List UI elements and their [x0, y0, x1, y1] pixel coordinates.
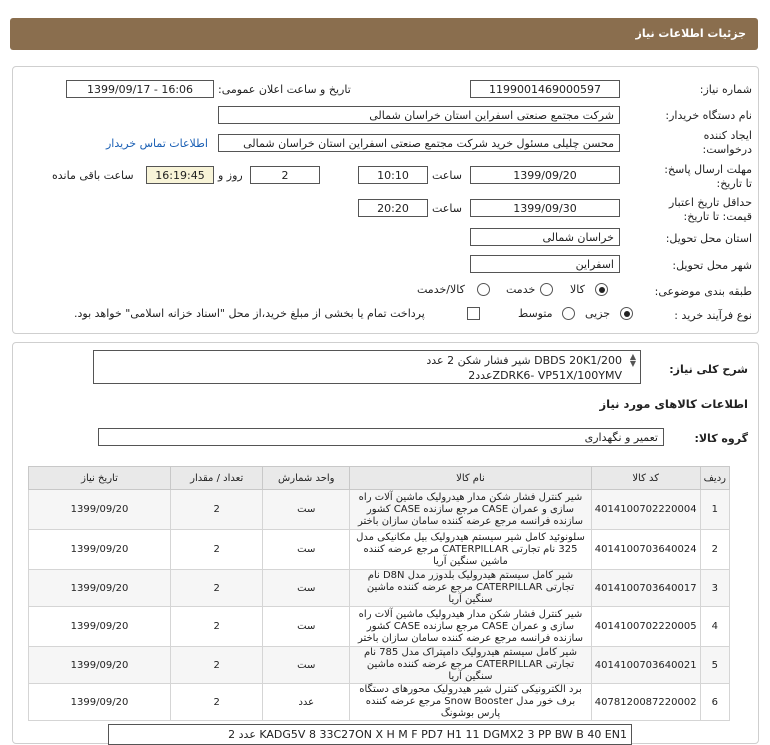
validity-date-field: 1399/09/30	[470, 199, 620, 217]
row-qty: 2	[171, 607, 263, 647]
row-name: برد الکترونیکی کنترل شیر هیدرولیک محورهای دستگاه برف خور مدل Snow Booster مرجع عرضه کننده پارس بوشونگ	[350, 684, 592, 721]
deadline-label-2: تا تاریخ:	[716, 177, 752, 190]
need-number-label: شماره نیاز:	[699, 83, 752, 96]
announce-field: 1399/09/17 - 16:06	[66, 80, 214, 98]
table-row[interactable]	[29, 684, 730, 721]
row-code: 4014100702220004	[591, 490, 700, 530]
row-index: 5	[700, 647, 729, 684]
process-medium-label: متوسط	[518, 307, 553, 320]
summary-textarea[interactable]	[93, 350, 641, 384]
row-index: 1	[700, 490, 729, 530]
goods-group-field: تعمیر و نگهداری	[98, 428, 664, 446]
col-code: کد کالا	[591, 467, 700, 490]
row-name: شیر کنترل فشار شکن مدار هیدرولیک ماشین آلات راه سازی و عمران CASE مرجع سازنده CASE کشور سازنده فرانسه مرجع عرضه کننده سامان سازان باختر	[350, 607, 592, 647]
creator-label-1: ایجاد کننده	[703, 129, 752, 142]
page-title: جزئیات اطلاعات نیاز	[635, 27, 746, 40]
footer-note-text: KADG5V 8 33C27ON X H M F PD7 H1 11 DGMX2 3 PP BW B 40 EN1 عدد 2	[228, 728, 627, 741]
row-qty: 2	[171, 530, 263, 570]
category-service-label: خدمت	[506, 283, 536, 296]
days-field: 2	[250, 166, 320, 184]
city-label: شهر محل تحویل:	[672, 259, 752, 272]
row-qty: 2	[171, 647, 263, 684]
row-qty: 2	[171, 570, 263, 607]
row-name: شیر کامل سیستم هیدرولیک بلدوزر مدل D8N نام تجارتی CATERPILLAR مرجع عرضه کننده ماشین سنگین آریا	[350, 570, 592, 607]
deadline-time-label: ساعت	[432, 169, 462, 182]
row-index: 6	[700, 684, 729, 721]
row-date: 1399/09/20	[29, 607, 171, 647]
col-name: نام کالا	[350, 467, 592, 490]
row-qty: 2	[171, 684, 263, 721]
need-number-field: 1199001469000597	[470, 80, 620, 98]
treasury-payment-note: پرداخت تمام یا بخشی از مبلغ خرید،از محل "اسناد خزانه اسلامی" خواهد بود.	[74, 307, 425, 320]
row-unit: ست	[263, 490, 350, 530]
contact-buyer-link[interactable]: اطلاعات تماس خریدار	[106, 137, 208, 150]
row-unit: ست	[263, 607, 350, 647]
category-both-label: کالا/خدمت	[417, 283, 465, 296]
buyer-field: شرکت مجتمع صنعتی اسفراین استان خراسان شمالی	[218, 106, 620, 124]
summary-label: شرح کلی نیاز:	[669, 363, 748, 376]
table-row[interactable]	[29, 530, 730, 570]
goods-group-label: گروه کالا:	[694, 432, 748, 445]
row-index: 3	[700, 570, 729, 607]
col-unit: واحد شمارش	[263, 467, 350, 490]
validity-time-field: 20:20	[358, 199, 428, 217]
process-minor-radio[interactable]	[620, 307, 633, 320]
category-service-radio[interactable]	[540, 283, 553, 296]
row-qty: 2	[171, 490, 263, 530]
buyer-label: نام دستگاه خریدار:	[665, 109, 752, 122]
col-index: ردیف	[700, 467, 729, 490]
row-code: 4014100702220005	[591, 607, 700, 647]
row-unit: عدد	[263, 684, 350, 721]
goods-section-title: اطلاعات کالاهای مورد نیاز	[599, 397, 748, 411]
row-code: 4014100703640021	[591, 647, 700, 684]
deadline-label-1: مهلت ارسال پاسخ:	[664, 163, 752, 176]
process-label: نوع فرآیند خرید :	[674, 309, 752, 322]
category-goods-radio[interactable]	[595, 283, 608, 296]
textarea-scroll-icon[interactable]: ▲ ▼	[629, 352, 637, 368]
row-name: شیر کنترل فشار شکن مدار هیدرولیک ماشین آلات راه سازی و عمران CASE مرجع سازنده CASE کشور سازنده فرانسه مرجع عرضه کننده سامان سازان باختر	[350, 490, 592, 530]
row-name: شیر کامل سیستم هیدرولیک دامپتراک مدل 785 نام تجارتی CATERPILLAR مرجع عرضه کننده ماشین سنگین آریا	[350, 647, 592, 684]
category-both-radio[interactable]	[477, 283, 490, 296]
province-field: خراسان شمالی	[470, 228, 620, 246]
row-date: 1399/09/20	[29, 684, 171, 721]
page-header	[10, 18, 758, 50]
city-field: اسفراین	[470, 255, 620, 273]
row-unit: ست	[263, 570, 350, 607]
row-code: 4014100703640017	[591, 570, 700, 607]
table-row[interactable]	[29, 490, 730, 530]
validity-label-2: قیمت: تا تاریخ:	[683, 210, 752, 223]
col-qty: تعداد / مقدار	[171, 467, 263, 490]
table-row[interactable]	[29, 607, 730, 647]
row-date: 1399/09/20	[29, 570, 171, 607]
category-label: طبقه بندی موضوعی:	[654, 285, 752, 298]
row-code: 4014100703640024	[591, 530, 700, 570]
footer-note-box[interactable]	[108, 724, 632, 745]
row-date: 1399/09/20	[29, 490, 171, 530]
creator-label-2: درخواست:	[702, 143, 752, 156]
summary-line-2: ZDRK6- VP51X/100YMVعدد2	[468, 369, 622, 382]
creator-field: محسن چلیلی مسئول خرید شرکت مجتمع صنعتی اسفراین استان خراسان شمالی	[218, 134, 620, 152]
row-name: سلونوئید کامل شیر سیستم هیدرولیک بیل مکانیکی مدل 325 نام تجارتی CATERPILLAR مرجع عرضه کننده ماشین سنگین آریا	[350, 530, 592, 570]
row-index: 4	[700, 607, 729, 647]
deadline-date-field: 1399/09/20	[470, 166, 620, 184]
goods-table	[28, 466, 730, 721]
announce-label: تاریخ و ساعت اعلان عمومی:	[218, 83, 351, 96]
days-label: روز و	[218, 169, 243, 182]
remaining-label: ساعت باقی مانده	[52, 169, 134, 182]
remaining-time-field: 16:19:45	[146, 166, 214, 184]
row-code: 4078120087220002	[591, 684, 700, 721]
treasury-payment-checkbox[interactable]	[467, 307, 480, 320]
col-date: تاریخ نیاز	[29, 467, 171, 490]
row-index: 2	[700, 530, 729, 570]
table-header-row	[29, 467, 730, 490]
table-row[interactable]	[29, 647, 730, 684]
deadline-time-field: 10:10	[358, 166, 428, 184]
province-label: استان محل تحویل:	[665, 232, 752, 245]
table-row[interactable]	[29, 570, 730, 607]
row-date: 1399/09/20	[29, 647, 171, 684]
process-minor-label: جزیی	[585, 307, 611, 320]
summary-line-1: DBDS 20K1/200 شیر فشار شکن 2 عدد	[426, 354, 622, 367]
row-unit: ست	[263, 530, 350, 570]
category-goods-label: کالا	[570, 283, 585, 296]
validity-time-label: ساعت	[432, 202, 462, 215]
row-unit: ست	[263, 647, 350, 684]
process-medium-radio[interactable]	[562, 307, 575, 320]
row-date: 1399/09/20	[29, 530, 171, 570]
validity-label-1: حداقل تاریخ اعتبار	[668, 196, 752, 209]
